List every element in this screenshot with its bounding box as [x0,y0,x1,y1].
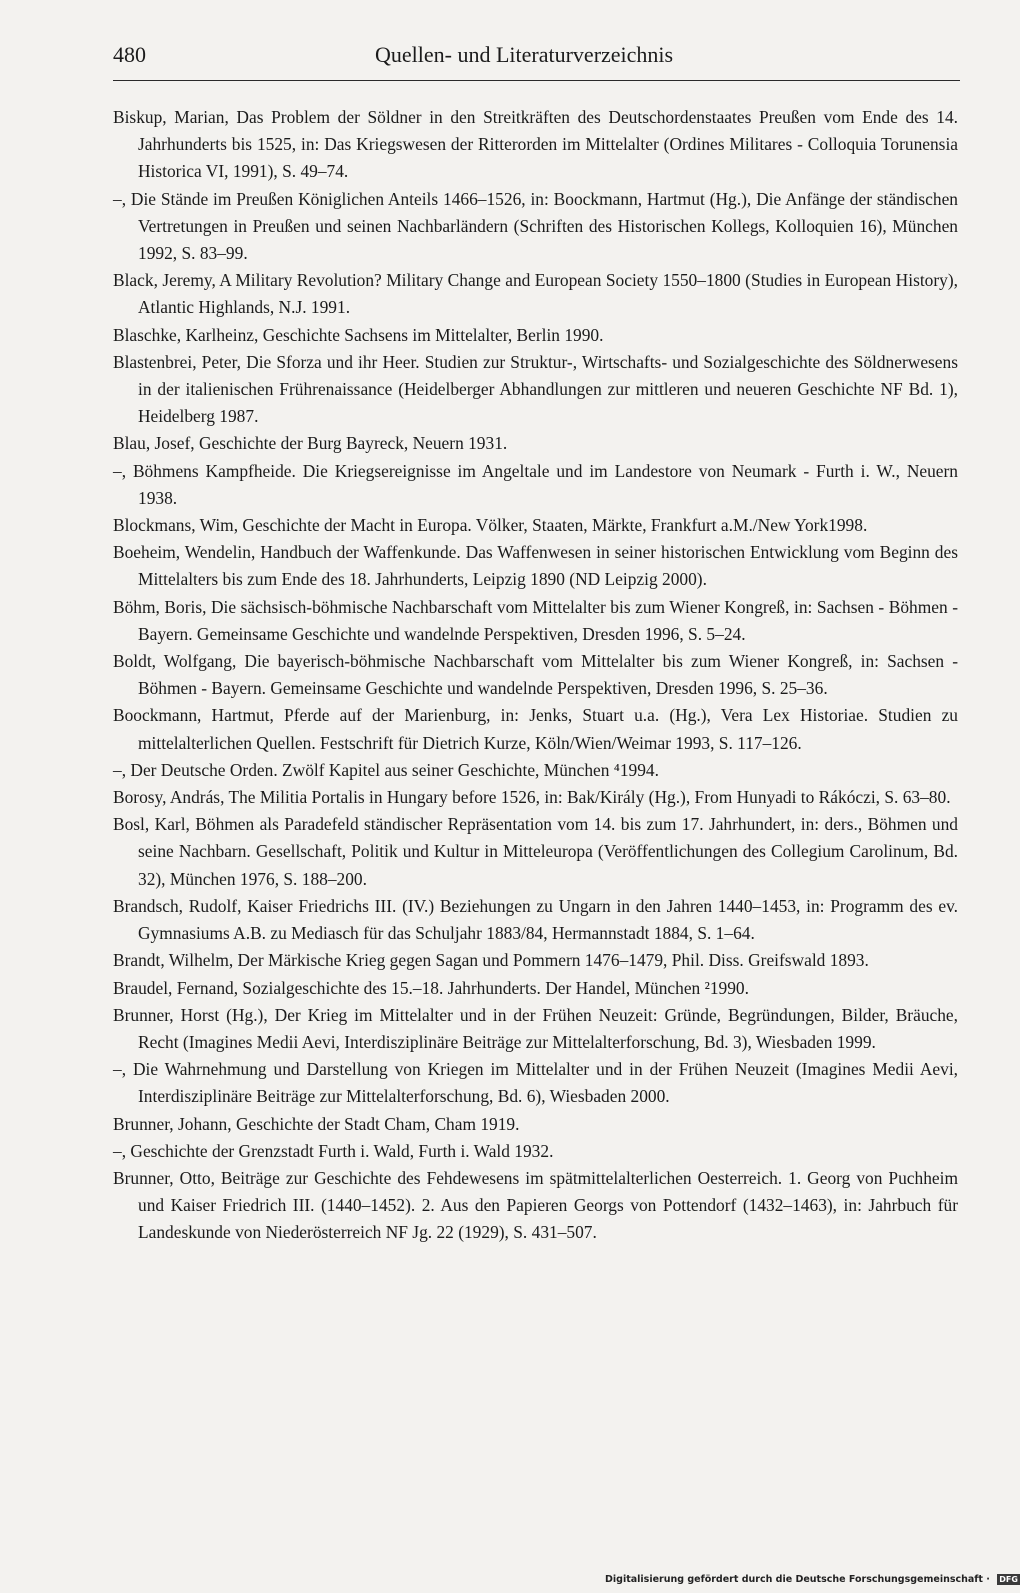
bibliography-entry: Blaschke, Karlheinz, Geschichte Sachsens im Mittelalter, Berlin 1990. [113,324,604,345]
bibliography-entry: Bosl, Karl, Böhmen als Paradefeld ständischer Repräsentation vom 14. bis zum 17. Jahrhundert, in: ders., Böhmen und seine Nachbarn. Gesellschaft, Politik und Kultur in Mitteleuropa (Veröffentlichungen des Collegium Carolinum, Bd. 32), München 1976, S. 188–200. [113,814,958,889]
bibliography-entry: –, Böhmens Kampfheide. Die Kriegsereignisse im Angeltale und im Landestore von Neumark - Furth i. W., Neuern 1938. [113,460,958,508]
page-header [113,40,960,81]
bibliography-entry: Boldt, Wolfgang, Die bayerisch-böhmische Nachbarschaft vom Mittelalter bis zum Wiener Kongreß, in: Sachsen - Böhmen - Bayern. Gemeinsame Geschichte und wandelnde Perspektiven, Dresden 1996, S. 25–36. [113,651,958,699]
bibliography-entry: Brandt, Wilhelm, Der Märkische Krieg gegen Sagan und Pommern 1476–1479, Phil. Diss. Greifswald 1893. [113,950,869,971]
bibliography-entry: Brunner, Horst (Hg.), Der Krieg im Mittelalter und in der Frühen Neuzeit: Gründe, Begründungen, Bilder, Bräuche, Recht (Imagines Medii Aevi, Interdisziplinäre Beiträge zur Mittelalterforschung, Bd. 3), Wiesbaden 1999. [113,1004,958,1052]
dfg-logo: DFG [999,1575,1018,1584]
bibliography-entry: Boockmann, Hartmut, Pferde auf der Marienburg, in: Jenks, Stuart u.a. (Hg.), Vera Lex Historiae. Studien zu mittelalterlichen Quellen. Festschrift für Dietrich Kurze, Köln/Wien/Weimar 1993, S. 117–126. [113,705,958,753]
bibliography-list [113,104,958,1247]
bibliography-entry: Boeheim, Wendelin, Handbuch der Waffenkunde. Das Waffenwesen in seiner historischen Entwicklung vom Beginn des Mittelalters bis zum Ende des 18. Jahrhunderts, Leipzig 1890 (ND Leipzig 2000). [113,542,958,590]
bibliography-entry: Blastenbrei, Peter, Die Sforza und ihr Heer. Studien zur Struktur-, Wirtschafts- und Sozialgeschichte des Söldnerwesens in der italienischen Frührenaissance (Heidelberger Abhandlungen zur mittleren und neueren Geschichte NF Bd. 1), Heidelberg 1987. [113,351,958,427]
bibliography-entry: Brunner, Johann, Geschichte der Stadt Cham, Cham 1919. [113,1113,520,1134]
bibliography-entry: Blau, Josef, Geschichte der Burg Bayreck, Neuern 1931. [113,433,508,454]
bibliography-entry: –, Geschichte der Grenzstadt Furth i. Wald, Furth i. Wald 1932. [113,1140,554,1161]
bibliography-entry: Brunner, Otto, Beiträge zur Geschichte des Fehdewesens im spätmittelalterlichen Oesterreich. 1. Georg von Puchheim und Kaiser Friedrich III. (1440–1452). 2. Aus den Papieren Georgs von Pottendorf (1432–1463), in: Jahrbuch für Landeskunde von Niederösterreich NF Jg. 22 (1929), S. 431–507. [113,1167,958,1243]
page-number: 480 [113,42,146,67]
bibliography-entry: Böhm, Boris, Die sächsisch-böhmische Nachbarschaft vom Mittelalter bis zum Wiener Kongreß, in: Sachsen - Böhmen - Bayern. Gemeinsame Geschichte und wandelnde Perspektiven, Dresden 1996, S. 5–24. [113,596,958,644]
bibliography-entry: Borosy, András, The Militia Portalis in Hungary before 1526, in: Bak/Király (Hg.), From Hunyadi to Rákóczi, S. 63–80. [113,787,951,808]
bibliography-entry: Braudel, Fernand, Sozialgeschichte des 15.–18. Jahrhunderts. Der Handel, München ²1990. [113,977,749,998]
digitization-footer [605,1574,1020,1585]
bibliography-entry: –, Die Wahrnehmung und Darstellung von Kriegen im Mittelalter und in der Frühen Neuzeit (Imagines Medii Aevi, Interdisziplinäre Beiträge zur Mittelalterforschung, Bd. 6), Wiesbaden 2000. [113,1059,958,1107]
bibliography-entry: –, Die Stände im Preußen Königlichen Anteils 1466–1526, in: Boockmann, Hartmut (Hg.), Die Anfänge der ständischen Vertretungen in Preußen und seinen Nachbarländern (Schriften des Historischen Kollegs, Kolloquien 16), München 1992, S. 83–99. [113,188,958,264]
bibliography-entry: Biskup, Marian, Das Problem der Söldner in den Streitkräften des Deutschordenstaates Preußen vom Ende des 14. Jahrhunderts bis 1525, in: Das Kriegswesen der Ritterorden im Mittelalter (Ordines Militares - Colloquia Torunensia Historica VI, 1991), S. 49–74. [113,107,958,182]
bibliography-entry: –, Der Deutsche Orden. Zwölf Kapitel aus seiner Geschichte, München ⁴1994. [113,759,659,780]
running-head: Quellen- und Literaturverzeichnis [375,42,674,67]
bibliography-entry: Blockmans, Wim, Geschichte der Macht in Europa. Völker, Staaten, Märkte, Frankfurt a.M./New York1998. [113,515,868,536]
footer-text: Digitalisierung gefördert durch die Deutsche Forschungsgemeinschaft · [605,1574,990,1585]
bibliography-entry: Black, Jeremy, A Military Revolution? Military Change and European Society 1550–1800 (Studies in European History), Atlantic Highlands, N.J. 1991. [113,270,958,318]
bibliography-entry: Brandsch, Rudolf, Kaiser Friedrichs III. (IV.) Beziehungen zu Ungarn in den Jahren 1440–1453, in: Programm des ev. Gymnasiums A.B. zu Mediasch für das Schuljahr 1883/84, Hermannstadt 1884, S. 1–64. [113,895,958,944]
